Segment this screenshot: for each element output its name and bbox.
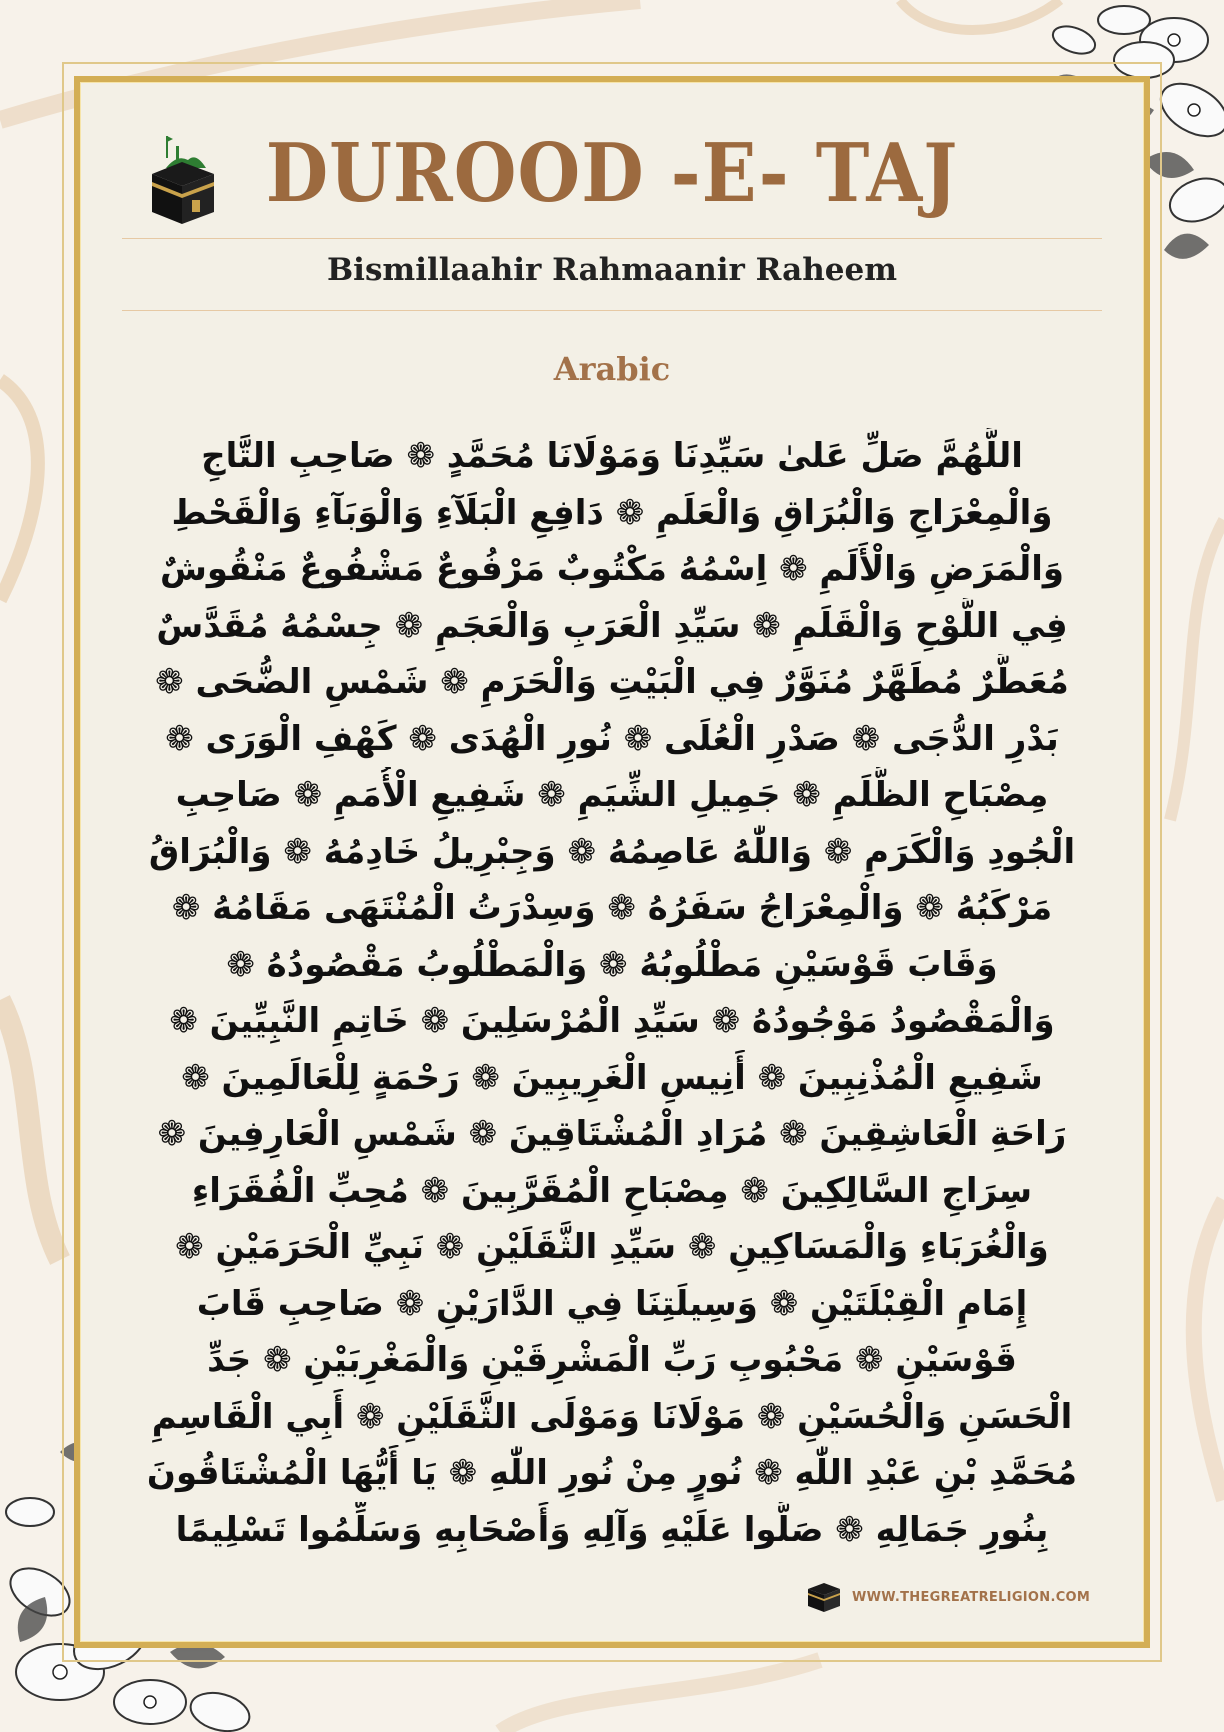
kaaba-small-icon (806, 1581, 842, 1613)
arabic-line: مُعَطَّرٌ مُطَهَّرٌ مُنَوَّرٌ فِي الْبَيْتِ وَالْحَرَمِ ❁ شَمْسِ الضُّحَى ❁ (155, 662, 1069, 702)
arabic-line: رَاحَةِ الْعَاشِقِينَ ❁ مُرَادِ الْمُشْتَاقِينَ ❁ شَمْسِ الْعَارِفِينَ ❁ (157, 1114, 1067, 1154)
divider (122, 238, 1102, 239)
arabic-line: بَدْرِ الدُّجَى ❁ صَدْرِ الْعُلَى ❁ نُورِ الْهُدَى ❁ كَهْفِ الْوَرَى ❁ (165, 718, 1059, 759)
arabic-line: فِي اللَّوْحِ وَالْقَلَمِ ❁ سَيِّدِ الْعَرَبِ وَالْعَجَمِ ❁ جِسْمُهُ مُقَدَّسٌ (156, 605, 1068, 646)
arabic-line: وَالْمَقْصُودُ مَوْجُودُهُ ❁ سَيِّدِ الْمُرْسَلِينَ ❁ خَاتِمِ النَّبِيِّينَ ❁ (169, 1001, 1055, 1041)
arabic-line: سِرَاجِ السَّالِكِينَ ❁ مِصْبَاحِ الْمُقَرَّبِينَ ❁ مُحِبِّ الْفُقَرَاءِ (191, 1170, 1033, 1211)
arabic-line: الْجُودِ وَالْكَرَمِ ❁ وَاللّٰهُ عَاصِمُهُ ❁ وَجِبْرِيلُ خَادِمُهُ ❁ وَالْبُرَاقُ (148, 831, 1076, 872)
subtitle: Bismillaahir Rahmaanir Raheem (326, 252, 898, 288)
arabic-line: الْحَسَنِ وَالْحُسَيْنِ ❁ مَوْلَانَا وَمَوْلَى الثَّقَلَيْنِ ❁ أَبِي الْقَاسِمِ (151, 1396, 1073, 1437)
arabic-line: اللَّهُمَّ صَلِّ عَلىٰ سَيِّدِنَا وَمَوْلَانَا مُحَمَّدٍ ❁ صَاحِبِ التَّاجِ (201, 436, 1023, 476)
arabic-text-block (130, 428, 1094, 1558)
arabic-line: مِصْبَاحِ الظُّلَمِ ❁ جَمِيلِ الشِّيَمِ ❁ شَفِيعِ الْأُمَمِ ❁ صَاحِبِ (175, 775, 1049, 815)
arabic-line: وَالْغُرَبَاءِ وَالْمَسَاكِينِ ❁ سَيِّدِ الثَّقَلَيْنِ ❁ نَبِيِّ الْحَرَمَيْنِ ❁ (175, 1227, 1049, 1267)
footer (806, 1580, 1090, 1614)
arabic-line: وَقَابَ قَوْسَيْنِ مَطْلُوبُهُ ❁ وَالْمَطْلُوبُ مَقْصُودُهُ ❁ (226, 944, 998, 985)
arabic-line: مُحَمَّدِ بْنِ عَبْدِ اللّٰهِ ❁ نُورٍ مِنْ نُورِ اللّٰهِ ❁ يَا أَيُّهَا الْمُشْتَاقُونَ (146, 1453, 1078, 1493)
arabic-line: قَوْسَيْنِ ❁ مَحْبُوبِ رَبِّ الْمَشْرِقَيْنِ وَالْمَغْرِبَيْنِ ❁ جَدِّ (207, 1340, 1017, 1380)
arabic-line: وَالْمَرَضِ وَالْأَلَمِ ❁ اِسْمُهُ مَكْتُوبٌ مَرْفُوعٌ مَشْفُوعٌ مَنْقُوشٌ (159, 549, 1065, 589)
divider (122, 310, 1102, 311)
website-link[interactable]: WWW.THEGREATRELIGION.COM (852, 1589, 1091, 1605)
arabic-line: مَرْكَبُهُ ❁ وَالْمِعْرَاجُ سَفَرُهُ ❁ وَسِدْرَتُ الْمُنْتَهَى مَقَامُهُ ❁ (171, 888, 1053, 928)
page-title: DUROOD -E- TAJ (265, 124, 959, 221)
arabic-line: إِمَامِ الْقِبْلَتَيْنِ ❁ وَسِيلَتِنَا فِي الدَّارَيْنِ ❁ صَاحِبِ قَابَ (196, 1283, 1028, 1324)
arabic-line: شَفِيعِ الْمُذْنِبِينَ ❁ أَنِيسِ الْغَرِيبِينَ ❁ رَحْمَةٍ لِلْعَالَمِينَ ❁ (181, 1057, 1043, 1098)
arabic-line: وَالْمِعْرَاجِ وَالْبُرَاقِ وَالْعَلَمِ ❁ دَافِعِ الْبَلَآءِ وَالْوَبَآءِ وَالْقَحْطِ (171, 492, 1053, 533)
section-label: Arabic (553, 350, 671, 388)
arabic-line: بِنُورِ جَمَالِهِ ❁ صَلُّوا عَلَيْهِ وَآلِهِ وَأَصْحَابِهِ وَسَلِّمُوا تَسْلِيمًا (175, 1509, 1049, 1550)
